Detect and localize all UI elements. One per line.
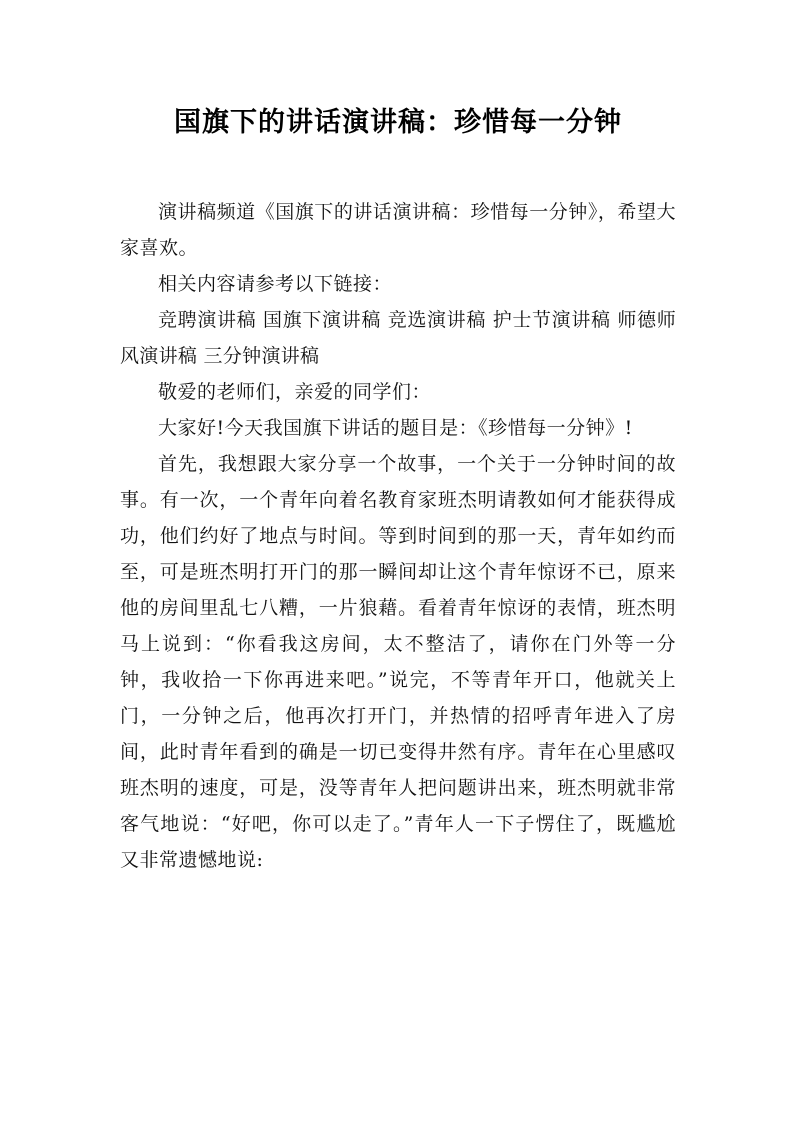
document-title: 国旗下的讲话演讲稿：珍惜每一分钟 [174,107,622,138]
salutation-paragraph: 敬爱的老师们，亲爱的同学们： [158,381,432,403]
story-paragraph: 首先，我想跟大家分享一个故事，一个关于一分钟时间的故事。有一次，一个青年向着名教育家班杰明请教如何才能获得成功，他们约好了地点与时间。等到时间到的那一天，青年如约而至，可是班杰明打开门的那一瞬间却让这个青年惊讶不已，原来他的房间里乱七八糟，一片狼藉。看着青年惊讶的表情，班杰明马上说到：“你看我这房间，太不整洁了，请你在门外等一分钟，我收拾一下你再进来吧。”说完，不等青年开口，他就关上门，一分钟之后，他再次打开门，并热情的招呼青年进入了房间，此时青年看到的确是一切已变得井然有序。青年在心里感叹班杰明的速度，可是，没等青年人把问题讲出来，班杰明就非常客气地说：“好吧，你可以走了。”青年人一下子愣住了，既尴尬又非常遗憾地说: [120,453,676,871]
greeting-paragraph: 大家好!今天我国旗下讲话的题目是：《珍惜每一分钟》! [158,417,633,439]
intro-paragraph: 演讲稿频道《国旗下的讲话演讲稿：珍惜每一分钟》，希望大家喜欢。 [120,201,676,259]
related-links-paragraph: 竞聘演讲稿 国旗下演讲稿 竞选演讲稿 护士节演讲稿 师德师风演讲稿 三分钟演讲稿 [120,309,676,367]
links-heading-paragraph: 相关内容请参考以下链接： [158,273,393,295]
document-body [120,194,676,878]
